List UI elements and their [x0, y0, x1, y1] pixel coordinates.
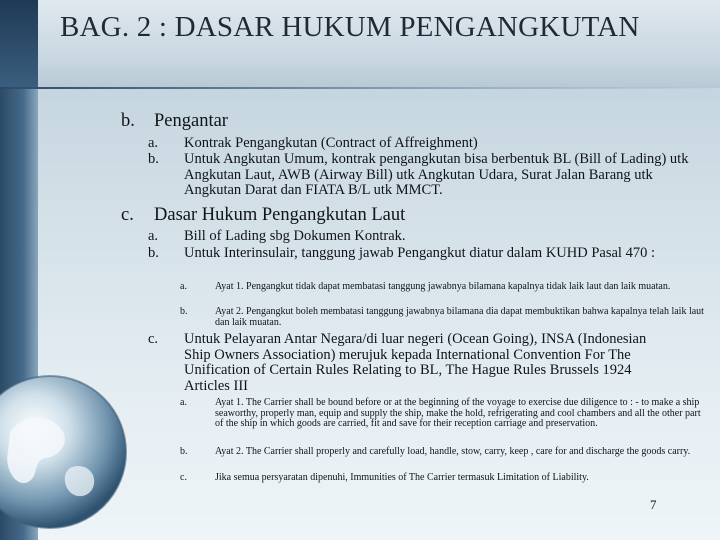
slide-title: BAG. 2 : DASAR HUKUM PENGANGKUTAN — [60, 11, 640, 43]
section-heading: Pengantar — [154, 111, 228, 131]
globe-icon — [0, 372, 130, 532]
sublist-marker: c. — [180, 472, 187, 483]
sublist-item: Ayat 2. The Carrier shall properly and carefully load, handle, stow, carry, keep , care for and discharge the goods carry. — [215, 446, 691, 457]
list-marker: b. — [148, 151, 159, 167]
sublist-item: Ayat 1. Pengangkut tidak dapat membatasi tanggung jawabnya bilamana kapalnya tidak laik laut dan laik muatan. — [215, 281, 671, 292]
sublist-marker: a. — [180, 281, 187, 292]
list-marker: b. — [148, 245, 159, 261]
section-marker: b. — [121, 111, 135, 131]
list-item: Untuk Pelayaran Antar Negara/di luar negeri (Ocean Going), INSA (Indonesian Ship Owners Association) merujuk kepada International Convention For The Unification of Certain Rules Relating to BL, The Hague Rules Brussels 1924 Articles III — [184, 331, 647, 394]
list-marker: a. — [148, 228, 159, 244]
section-marker: c. — [121, 205, 134, 225]
section-heading: Dasar Hukum Pengangkutan Laut — [154, 205, 406, 225]
header-rule — [0, 87, 720, 89]
left-sidebar-top — [0, 0, 38, 88]
sublist-marker: b. — [180, 306, 188, 317]
sublist-marker: a. — [180, 397, 187, 408]
list-marker: a. — [148, 135, 159, 151]
sublist-item: Ayat 1. The Carrier shall be bound before or at the beginning of the voyage to exercise due diligence to : - to make a ship seaworthy, properly man, equip and supply the ship, make the hold, refrigerating and cool chambers and all the other part of the ship in which goods are carried, fit and save for their reception carriage and preservation. — [215, 397, 701, 429]
sublist-item: Ayat 2. Pengangkut boleh membatasi tanggung jawabnya bilamana dia dapat membuktikan bahwa kapalnya telah laik laut dan laik muatan. — [215, 306, 704, 328]
list-marker: c. — [148, 331, 159, 347]
list-item: Bill of Lading sbg Dokumen Kontrak. — [184, 228, 406, 244]
list-item: Untuk Angkutan Umum, kontrak pengangkutan bisa berbentuk BL (Bill of Lading) utk Angkutan Laut, AWB (Airway Bill) utk Angkutan Udara, Surat Jalan Barang utk Angkutan Darat dan FIATA B/L utk MMCT. — [184, 151, 689, 198]
sublist-item: Jika semua persyaratan dipenuhi, Immunities of The Carrier termasuk Limitation of Liability. — [215, 472, 589, 483]
sublist-marker: b. — [180, 446, 188, 457]
list-item: Untuk Interinsulair, tanggung jawab Pengangkut diatur dalam KUHD Pasal 470 : — [184, 245, 655, 261]
page-number: 7 — [650, 497, 657, 512]
list-item: Kontrak Pengangkutan (Contract of Affreighment) — [184, 135, 478, 151]
